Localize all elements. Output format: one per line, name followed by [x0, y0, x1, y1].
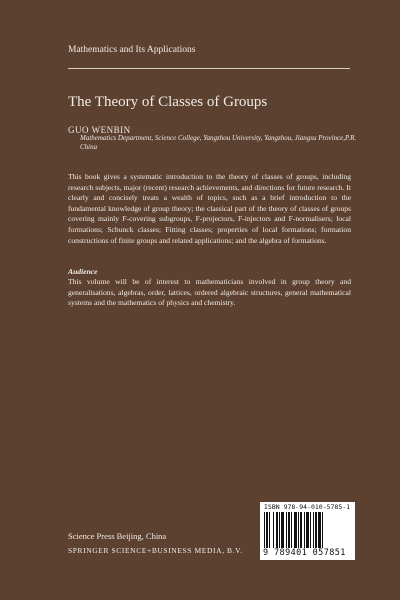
isbn-text: ISBN 978-94-010-5785-1 [264, 503, 351, 511]
series-name: Mathematics and Its Applications [68, 45, 196, 55]
book-title: The Theory of Classes of Groups [68, 94, 268, 110]
barcode-icon [264, 512, 351, 548]
author-affiliation: Mathematics Department, Science College, Yangzhou University, Yangzhou, Jiangsu Province,P.R. China [80, 134, 357, 151]
author-name: GUO WENBIN [68, 125, 131, 135]
barcode-label [260, 502, 355, 560]
audience-heading: Audience [68, 267, 98, 276]
publisher-imprint: SPRINGER SCIENCE+BUSINESS MEDIA, B.V. [68, 546, 243, 555]
publisher-name: Science Press Beijing, China [68, 531, 167, 541]
series-rule [68, 68, 350, 69]
book-description: This book gives a systematic introduction to the theory of classes of groups, including research subjects, major (recent) research achievements, and directions for future research. It clearly and concisely treats a wealth of topics, such as a brief introduction to the fundamental knowledge of group theory; the classical part of the theory of classes of groups covering mainly F-covering subgroups, F-projectors, F-injectors and F-normalisers; local formations; Schunck classes; Fitting classes; properties of local formations; formation constructions of finite groups and related applications; and the algebra of formations. [68, 172, 351, 245]
audience-text: This volume will be of interest to mathematicians involved in group theory and generalisations, algebras, order, lattices, ordered algebraic structures, general mathematical systems and the mathematics of physics and chemistry. [68, 277, 351, 308]
barcode-digits: 9 789401 057851 [263, 548, 346, 558]
